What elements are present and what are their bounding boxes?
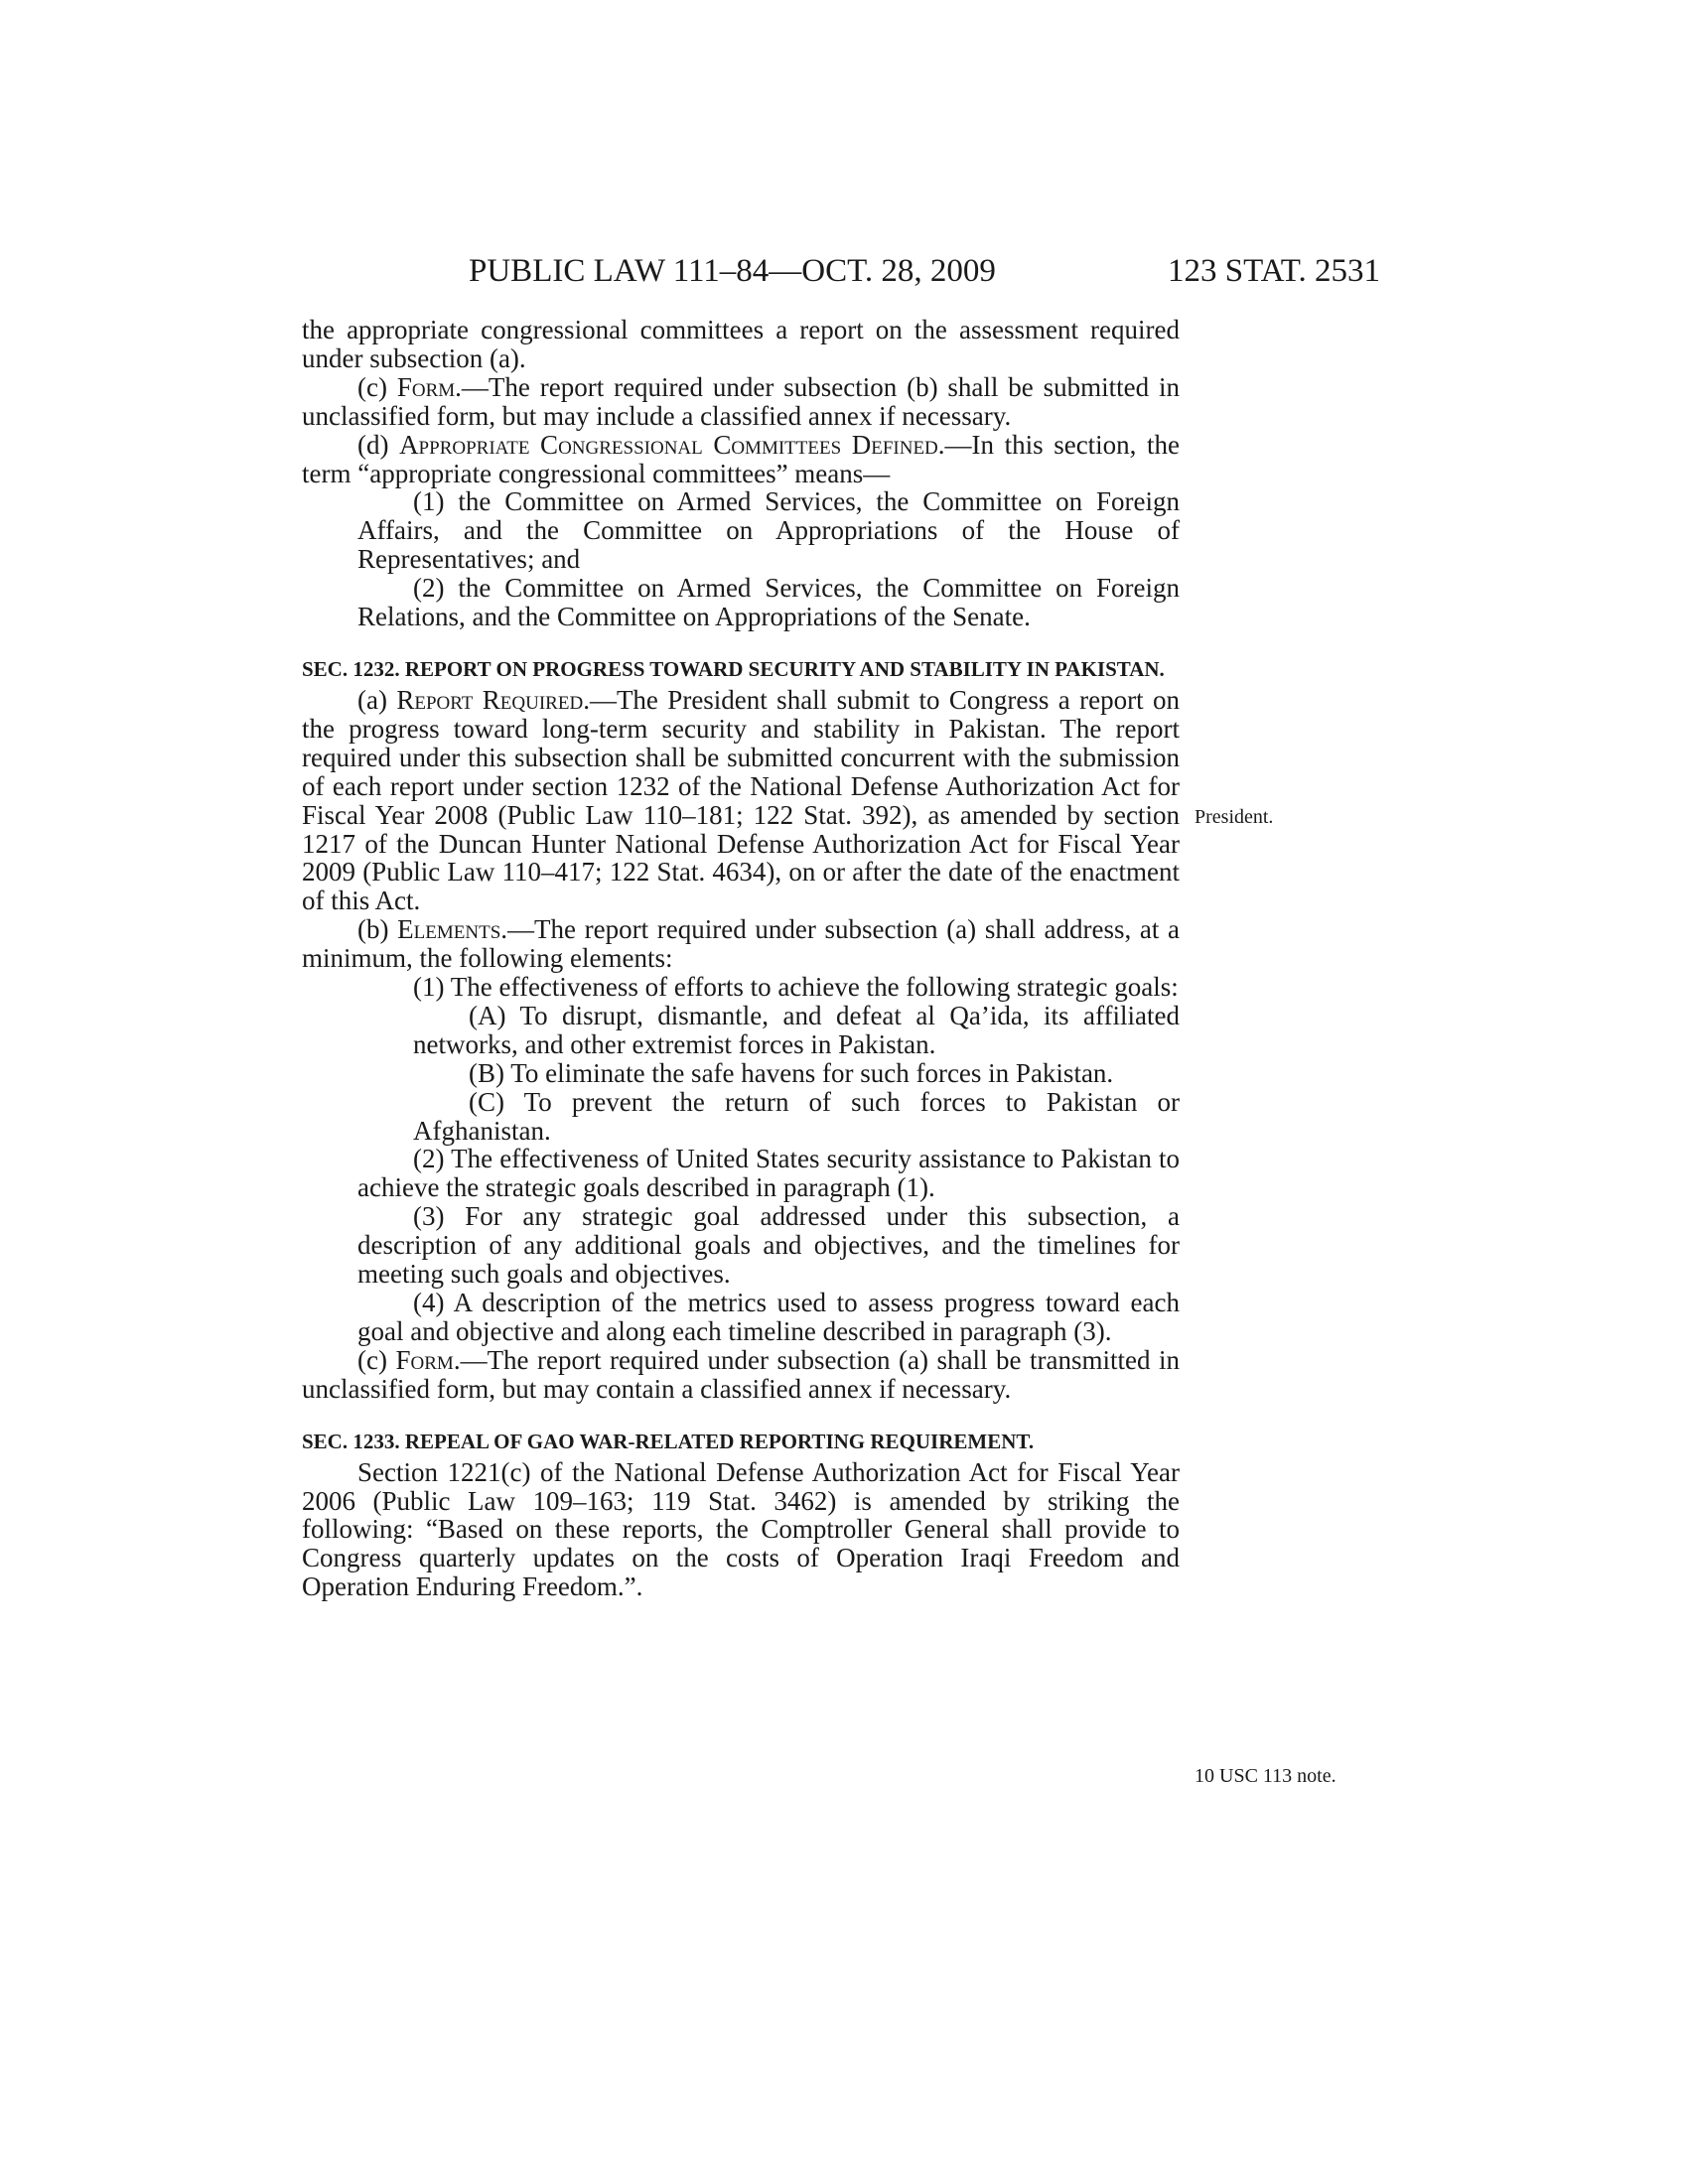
section-1233-text: Section 1221(c) of the National Defense Authorization Act for Fiscal Year 2006 (Public Law 109–163; 119 Stat. 3462) is amended by striking the following: “Based on these reports, the Comptroller General shall provide to Congress quarterly updates on the costs of Operation Iraqi Freedom and Operation Enduring Freedom.”. (302, 1456, 1180, 1602)
page-body (302, 316, 1180, 1601)
subsection-d-definitions (302, 431, 1180, 488)
subsection-b-elements (302, 915, 1180, 973)
running-header (302, 246, 1380, 296)
paragraph-d1-text: (1) the Committee on Armed Services, the Committee on Foreign Affairs, and the Committee on Appropriations of the House of Representatives; and (357, 486, 1180, 575)
subsection-text: .—The report required under subsection (b) shall be submitted in unclassified form, but may include a classified annex if necessary. (302, 371, 1180, 431)
paragraph-d1 (357, 487, 1180, 574)
paragraph-d2 (357, 574, 1180, 631)
section-1232-heading: SEC. 1232. REPORT ON PROGRESS TOWARD SECURITY AND STABILITY IN PAKISTAN. (302, 656, 1165, 681)
subsection-label: (c) (357, 371, 397, 402)
subsection-text: .—The report required under subsection (a) shall be transmitted in unclassified form, but may contain a classified annex if necessary. (302, 1344, 1181, 1404)
header-title: PUBLIC LAW 111–84—OCT. 28, 2009 (469, 253, 996, 289)
paragraph-b3: (3) For any strategic goal addressed under this subsection, a description of any additional goals and objectives, and the timelines for meeting such goals and objectives. (357, 1201, 1180, 1290)
subparagraph-b1A: (A) To disrupt, dismantle, and defeat al Qa’ida, its affiliated networks, and other extremist forces in Pakistan. (413, 1000, 1180, 1059)
subsection-heading: Form (395, 1344, 454, 1375)
section-1233-heading: SEC. 1233. REPEAL OF GAO WAR-RELATED REPORTING REQUIREMENT. (302, 1429, 1035, 1453)
subsection-label: (c) (357, 1344, 396, 1375)
header-stat-page: 123 STAT. 2531 (1167, 253, 1380, 289)
subsection-heading: Appropriate Congressional Committees Defined (399, 429, 938, 460)
subsection-text: .—In this section, the term “appropriate congressional committees” means— (302, 429, 1180, 488)
subsection-label: (a) (357, 684, 397, 715)
subsection-label: (d) (357, 429, 400, 460)
subsection-c-form-2 (302, 1346, 1180, 1404)
margin-note-usc: 10 USC 113 note. (1195, 1765, 1336, 1787)
subsection-c-form (302, 373, 1180, 431)
subsection-heading: Elements (397, 914, 501, 945)
paragraph-d2-text: (2) the Committee on Armed Services, the Committee on Foreign Relations, and the Committee on Appropriations of the Senate. (357, 573, 1180, 632)
subsection-heading: Form (396, 371, 456, 402)
subsection-text: .—The President shall submit to Congress a report on the progress toward long-term security and stability in Pakistan. The report required under this subsection shall be submitted concurrent with the submission of each report under section 1232 of the National Defense Authorization Act for Fiscal Year 2008 (Public Law 110–181; 122 Stat. 392), as amended by section 1217 of the Duncan Hunter National Defense Authorization Act for Fiscal Year 2009 (Public Law 110–417; 122 Stat. 4634), on or after the date of the enactment of this Act. (302, 684, 1180, 916)
margin-note-president: President. (1195, 806, 1274, 828)
subparagraph-b1B: (B) To eliminate the safe havens for such forces in Pakistan. (469, 1057, 1114, 1088)
subsection-heading: Report Required (396, 684, 584, 715)
subparagraph-b1C: (C) To prevent the return of such forces to Pakistan or Afghanistan. (413, 1086, 1180, 1146)
paragraph-b1: (1) The effectiveness of efforts to achieve the following strategic goals: (413, 972, 1179, 1003)
paragraph-continuation: the appropriate congressional committees a report on the assessment required under subsection (a). (302, 315, 1180, 373)
subsection-text: .—The report required under subsection (a) shall address, at a minimum, the following elements: (302, 914, 1181, 974)
subsection-label: (b) (357, 914, 398, 945)
subsection-a-report-required (302, 686, 1180, 915)
paragraph-b4: (4) A description of the metrics used to assess progress toward each goal and objective and along each timeline described in paragraph (3). (357, 1288, 1180, 1346)
paragraph-b2: (2) The effectiveness of United States security assistance to Pakistan to achieve the strategic goals described in paragraph (1). (357, 1144, 1180, 1203)
